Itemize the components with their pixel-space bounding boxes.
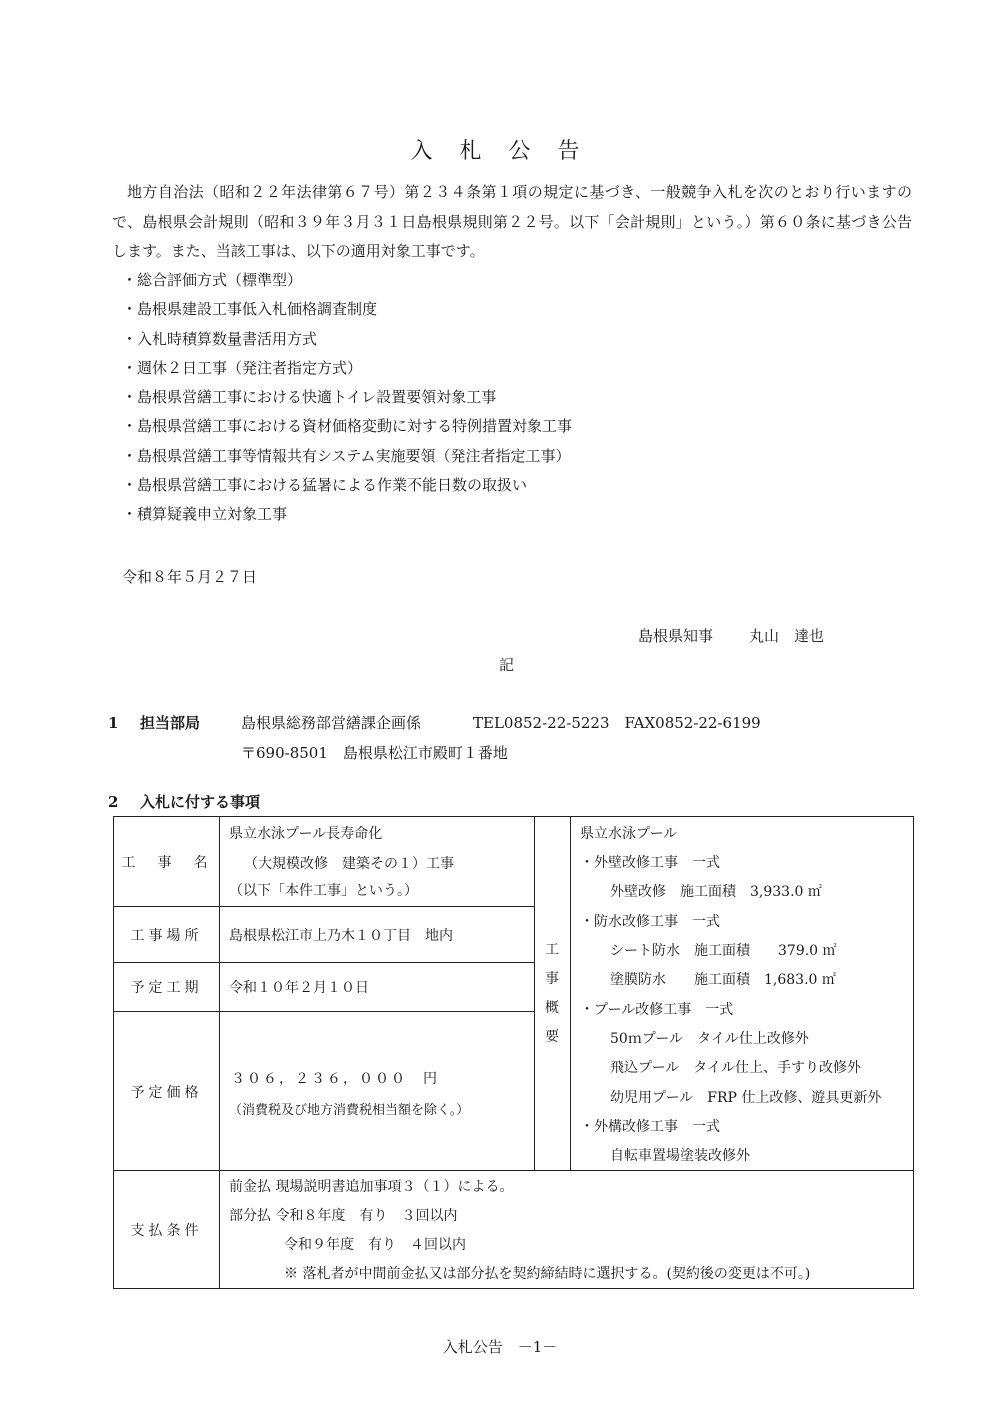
list-item: ・入札時積算数量書活用方式 — [122, 329, 318, 348]
label-yotei-kouki: 予定工期 — [130, 980, 203, 996]
gaiyo-label-char: 事 — [545, 971, 559, 987]
gaiyo-line: ・プール改修工事 一式 — [580, 1002, 734, 1018]
koji-mei-line: （大規模改修 建築その１）工事 — [244, 856, 454, 872]
gaiyo-label-char: 工 — [545, 942, 559, 958]
shiharai-note: ※ 落札者が中間前金払又は部分払を契約締結時に選択する。(契約後の変更は不可。) — [284, 1266, 811, 1282]
koji-mei-line: 県立水泳プール長寿命化 — [229, 826, 383, 842]
signer-name: 丸山 達也 — [749, 627, 825, 645]
signature-line — [638, 625, 860, 646]
label-koji-mei: 工 事 名 — [121, 855, 212, 871]
gaiyo-line: 県立水泳プール — [580, 826, 678, 842]
tel-number: TEL0852-22-5223 — [473, 714, 610, 732]
gaiyo-line: 飛込プール タイル仕上、手すり改修外 — [610, 1060, 862, 1076]
label-shiharai: 支払条件 — [130, 1223, 203, 1239]
label-yotei-kakaku: 予定価格 — [130, 1085, 203, 1101]
shiharai-line: 前金払 現場説明書追加事項３（１）による。 — [229, 1179, 514, 1195]
department: 島根県総務部営繕課企画係 — [241, 714, 422, 732]
list-item: ・島根県営繕工事における快適トイレ設置要領対象工事 — [122, 388, 497, 407]
shiharai-line: 令和９年度 有り ４回以内 — [284, 1237, 466, 1253]
yotei-kouki-value: 令和１０年２月１０日 — [229, 980, 369, 996]
fax-number: FAX0852-22-6199 — [624, 714, 761, 732]
gaiyo-line: 塗膜防水 施工面積 1,683.0 ㎡ — [610, 972, 836, 988]
yotei-kakaku-value: ３０６，２３６，０００ 円 — [231, 1071, 439, 1087]
section-number: 2 — [108, 793, 119, 811]
intro-paragraph: 地方自治法（昭和２２年法律第６７号）第２３４条第１項の規定に基づき、一般競争入札を次のとおり行いますので、島根県会計規則（昭和３９年３月３１日島根県規則第２２号。以下「会計規則」という。）第６０条に基づき公告します。また、当該工事は、以下の適用対象工事です。 — [112, 183, 912, 260]
list-item: ・島根県営繕工事における猛暑による作業不能日数の取扱い — [122, 476, 528, 495]
bid-items-table — [113, 816, 914, 1289]
section-1-contact — [108, 712, 761, 733]
shiharai-line: 部分払 令和８年度 有り ３回以内 — [229, 1208, 458, 1224]
notice-date: 令和８年５月２７日 — [122, 568, 258, 586]
document-title: 入 札 公 告 — [410, 139, 590, 164]
gaiyo-line: ・外構改修工事 一式 — [580, 1119, 720, 1135]
list-item: ・島根県営繕工事等情報共有システム実施要領（発注者指定工事） — [122, 446, 571, 465]
koji-mei-line: （以下「本件工事」という。） — [229, 883, 418, 899]
list-item: ・島根県営繕工事における資材価格変動に対する特例措置対象工事 — [122, 417, 573, 436]
section-label: 担当部局 — [140, 714, 201, 732]
yotei-kakaku-note: （消費税及び地方消費税相当額を除く。） — [229, 1103, 470, 1118]
list-item: ・島根県建設工事低入札価格調査制度 — [122, 300, 378, 319]
gaiyo-line: 50ｍプール タイル仕上改修外 — [610, 1031, 809, 1047]
gaiyo-line: シート防水 施工面積 379.0 ㎡ — [610, 943, 837, 959]
gaiyo-label-char: 概 — [545, 1000, 559, 1016]
gaiyo-label-char: 要 — [545, 1029, 559, 1045]
koji-basho-value: 島根県松江市上乃木１０丁目 地内 — [229, 928, 453, 944]
page-footer: 入札公告 －1－ — [442, 1338, 558, 1356]
applicable-list — [122, 266, 572, 530]
section-label: 入札に付する事項 — [140, 793, 261, 811]
section-2-heading — [108, 791, 260, 812]
gaiyo-line: 幼児用プール FRP 仕上改修、遊具更新外 — [610, 1090, 882, 1106]
gaiyo-line: 外壁改修 施工面積 3,933.0 ㎡ — [610, 884, 822, 900]
department-address: 〒690-8501 島根県松江市殿町１番地 — [241, 744, 508, 762]
section-number: 1 — [108, 714, 119, 732]
ki-mark: 記 — [499, 656, 515, 674]
list-item: ・総合評価方式（標準型） — [122, 271, 303, 289]
gaiyo-line: ・防水改修工事 一式 — [580, 914, 720, 930]
signer-title: 島根県知事 — [638, 627, 714, 645]
gaiyo-line: 自転車置場塗装改修外 — [610, 1148, 750, 1164]
list-item: ・週休２日工事（発注者指定方式） — [122, 358, 363, 377]
list-item: ・積算疑義申立対象工事 — [122, 505, 288, 524]
label-koji-basho: 工事場所 — [130, 928, 203, 944]
gaiyo-line: ・外壁改修工事 一式 — [580, 855, 720, 871]
